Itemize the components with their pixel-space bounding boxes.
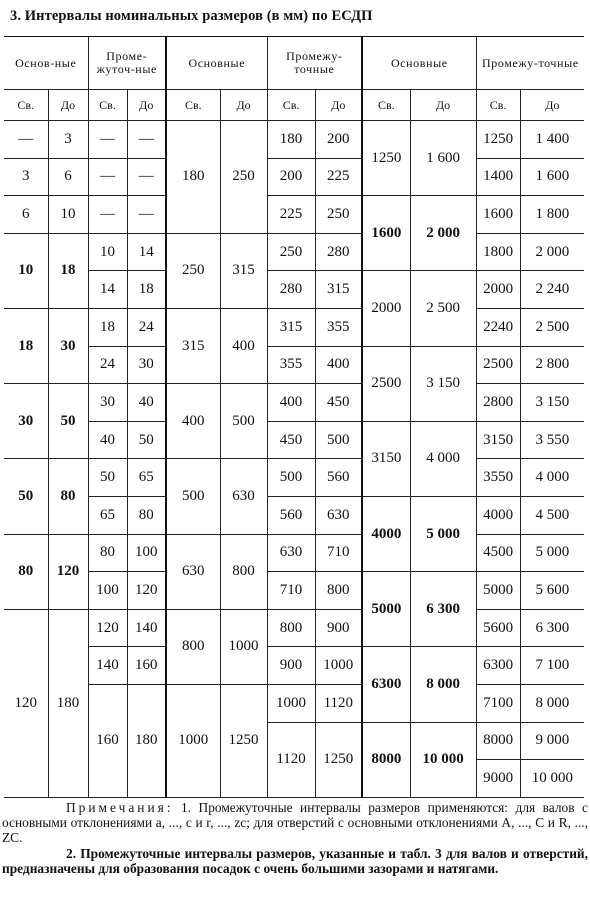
table-row (4, 233, 584, 271)
col3-inter-from: 9000 (476, 760, 520, 798)
col1-main-from: 10 (4, 233, 48, 308)
col3-inter-from: 2240 (476, 308, 520, 346)
col1-inter-from: 24 (88, 346, 127, 384)
col2-inter-from: 280 (267, 271, 315, 309)
col2-main-to: 315 (220, 233, 267, 308)
col2-main-from: 500 (166, 459, 220, 534)
col1-inter-to: 160 (127, 647, 166, 685)
col2-inter-to: 1250 (315, 722, 362, 797)
col3-inter-to: 6 300 (520, 609, 584, 647)
col2-inter-to: 225 (315, 158, 362, 196)
header-inter-2: Промежу-точные (267, 37, 362, 90)
col1-main-to: 50 (48, 384, 88, 459)
col1-inter-from: 140 (88, 647, 127, 685)
col1-inter-from: 50 (88, 459, 127, 497)
col1-inter-from: 100 (88, 572, 127, 610)
col1-inter-from: — (88, 196, 127, 234)
header-main-3: Основные (362, 37, 476, 90)
col2-inter-from: 800 (267, 609, 315, 647)
col1-inter-to: 65 (127, 459, 166, 497)
note-2: 2. Промежуточные интервалы размеров, указанные и табл. 3 для валов и отверстий, предназначены для образования посадок с очень большими зазорами и натягами. (2, 845, 588, 876)
col2-inter-from: 400 (267, 384, 315, 422)
col1-main-to: 80 (48, 459, 88, 534)
col1-inter-to: 180 (127, 684, 166, 797)
header-from: Св. (88, 90, 127, 121)
col2-main-to: 250 (220, 121, 267, 234)
col3-main-to: 8 000 (410, 647, 476, 722)
col3-inter-to: 1 600 (520, 158, 584, 196)
col2-inter-from: 710 (267, 572, 315, 610)
header-to: До (520, 90, 584, 121)
col3-inter-from: 3150 (476, 421, 520, 459)
col3-main-from: 8000 (362, 722, 410, 797)
table-row (4, 384, 584, 422)
col1-main-from: 18 (4, 308, 48, 383)
col2-inter-to: 900 (315, 609, 362, 647)
col3-inter-from: 7100 (476, 684, 520, 722)
col3-inter-from: 2000 (476, 271, 520, 309)
col2-inter-from: 900 (267, 647, 315, 685)
col2-inter-to: 560 (315, 459, 362, 497)
col3-inter-to: 4 500 (520, 496, 584, 534)
col3-main-to: 10 000 (410, 722, 476, 797)
col3-inter-to: 4 000 (520, 459, 584, 497)
col2-inter-to: 250 (315, 196, 362, 234)
col3-inter-to: 2 500 (520, 308, 584, 346)
col2-inter-to: 315 (315, 271, 362, 309)
header-from: Св. (166, 90, 220, 121)
col3-inter-to: 8 000 (520, 684, 584, 722)
col3-inter-from: 1800 (476, 233, 520, 271)
col2-inter-to: 630 (315, 496, 362, 534)
col2-inter-to: 1000 (315, 647, 362, 685)
col3-inter-to: 2 240 (520, 271, 584, 309)
table-row (4, 572, 584, 610)
col3-inter-to: 5 000 (520, 534, 584, 572)
col2-inter-to: 400 (315, 346, 362, 384)
col2-main-to: 1250 (220, 684, 267, 797)
col1-main-from: 3 (4, 158, 48, 196)
col2-inter-from: 450 (267, 421, 315, 459)
col1-inter-from: — (88, 121, 127, 159)
col1-inter-to: — (127, 158, 166, 196)
col1-main-to: 18 (48, 233, 88, 308)
col2-inter-to: 450 (315, 384, 362, 422)
col2-main-from: 400 (166, 384, 220, 459)
col3-inter-from: 5600 (476, 609, 520, 647)
col2-inter-from: 630 (267, 534, 315, 572)
col3-main-from: 6300 (362, 647, 410, 722)
col2-main-to: 500 (220, 384, 267, 459)
col2-inter-to: 800 (315, 572, 362, 610)
col3-main-from: 3150 (362, 421, 410, 496)
col1-main-to: 30 (48, 308, 88, 383)
col1-main-to: 120 (48, 534, 88, 609)
col2-inter-from: 315 (267, 308, 315, 346)
table-row (4, 158, 584, 196)
col1-inter-to: 30 (127, 346, 166, 384)
header-inter-1: Проме-жуточ-ные (88, 37, 166, 90)
table-row (4, 346, 584, 384)
col3-main-from: 4000 (362, 496, 410, 571)
col1-main-from: 6 (4, 196, 48, 234)
note-1-text: 1. Промежуточные интервалы размеров применяются: для валов с основными отклонениями a, ..., c и r, ..., zc; для отверстий с основными отклонениями A, ..., C и R, ..., ZC. (2, 800, 588, 846)
col1-inter-from: 80 (88, 534, 127, 572)
col3-inter-from: 8000 (476, 722, 520, 760)
col2-inter-from: 1000 (267, 684, 315, 722)
col2-main-from: 630 (166, 534, 220, 609)
table-row (4, 534, 584, 572)
col1-inter-from: 65 (88, 496, 127, 534)
col1-inter-to: 120 (127, 572, 166, 610)
header-to: До (127, 90, 166, 121)
col3-inter-from: 6300 (476, 647, 520, 685)
col3-inter-from: 3550 (476, 459, 520, 497)
col2-main-from: 250 (166, 233, 220, 308)
col3-inter-from: 5000 (476, 572, 520, 610)
header-to: До (315, 90, 362, 121)
header-inter-3: Промежу-точные (476, 37, 584, 90)
col2-main-to: 1000 (220, 609, 267, 684)
col3-main-from: 1600 (362, 196, 410, 271)
col3-inter-to: 1 800 (520, 196, 584, 234)
col2-main-from: 800 (166, 609, 220, 684)
table-row (4, 308, 584, 346)
col3-main-to: 1 600 (410, 121, 476, 196)
header-from: Св. (476, 90, 520, 121)
col3-main-to: 2 000 (410, 196, 476, 271)
col1-main-from: 120 (4, 609, 48, 797)
col1-main-to: 10 (48, 196, 88, 234)
col2-inter-from: 180 (267, 121, 315, 159)
col1-main-to: 3 (48, 121, 88, 159)
notes (2, 800, 588, 876)
col1-inter-to: 24 (127, 308, 166, 346)
col3-inter-from: 1250 (476, 121, 520, 159)
col3-main-to: 5 000 (410, 496, 476, 571)
col2-inter-to: 280 (315, 233, 362, 271)
col1-inter-from: 40 (88, 421, 127, 459)
col1-inter-from: 18 (88, 308, 127, 346)
col3-inter-from: 1600 (476, 196, 520, 234)
col3-main-from: 2500 (362, 346, 410, 421)
col1-inter-to: 14 (127, 233, 166, 271)
col2-inter-from: 225 (267, 196, 315, 234)
col1-main-from: 80 (4, 534, 48, 609)
col1-main-from: 50 (4, 459, 48, 534)
col2-inter-to: 1120 (315, 684, 362, 722)
note-1 (2, 800, 588, 846)
col1-inter-from: 160 (88, 684, 127, 797)
notes-label: Примечания: (66, 800, 174, 815)
col3-inter-to: 2 000 (520, 233, 584, 271)
col3-inter-to: 2 800 (520, 346, 584, 384)
col1-main-from: 30 (4, 384, 48, 459)
table-row (4, 121, 584, 159)
table-row (4, 271, 584, 309)
col2-inter-from: 355 (267, 346, 315, 384)
header-from: Св. (4, 90, 48, 121)
col2-inter-to: 200 (315, 121, 362, 159)
col1-inter-to: 80 (127, 496, 166, 534)
header-main-2: Основные (166, 37, 267, 90)
size-intervals-table (4, 36, 584, 798)
col2-inter-to: 710 (315, 534, 362, 572)
table-row (4, 459, 584, 497)
col3-inter-to: 5 600 (520, 572, 584, 610)
col1-inter-to: 100 (127, 534, 166, 572)
header-to: До (220, 90, 267, 121)
col3-inter-to: 1 400 (520, 121, 584, 159)
col1-inter-to: — (127, 196, 166, 234)
col3-main-to: 6 300 (410, 572, 476, 647)
header-to: До (48, 90, 88, 121)
col3-inter-from: 2800 (476, 384, 520, 422)
col3-inter-from: 2500 (476, 346, 520, 384)
table-row (4, 196, 584, 234)
col1-inter-from: 30 (88, 384, 127, 422)
table-row (4, 684, 584, 722)
table-row (4, 647, 584, 685)
col3-inter-to: 9 000 (520, 722, 584, 760)
header-from: Св. (267, 90, 315, 121)
col1-inter-to: 140 (127, 609, 166, 647)
header-to: До (410, 90, 476, 121)
col1-inter-from: 120 (88, 609, 127, 647)
col2-main-from: 180 (166, 121, 220, 234)
table-row (4, 496, 584, 534)
col1-inter-to: 40 (127, 384, 166, 422)
col3-main-to: 3 150 (410, 346, 476, 421)
col3-inter-to: 7 100 (520, 647, 584, 685)
col3-main-from: 5000 (362, 572, 410, 647)
col1-inter-from: 14 (88, 271, 127, 309)
col2-inter-from: 200 (267, 158, 315, 196)
col2-main-to: 400 (220, 308, 267, 383)
col1-main-to: 6 (48, 158, 88, 196)
table-row (4, 421, 584, 459)
col2-main-to: 800 (220, 534, 267, 609)
col1-inter-from: 10 (88, 233, 127, 271)
col2-inter-from: 500 (267, 459, 315, 497)
col3-main-from: 2000 (362, 271, 410, 346)
col3-main-to: 2 500 (410, 271, 476, 346)
col3-inter-from: 1400 (476, 158, 520, 196)
table-title: 3. Интервалы номинальных размеров (в мм) по ЕСДП (10, 8, 373, 24)
col3-main-from: 1250 (362, 121, 410, 196)
col1-inter-to: 50 (127, 421, 166, 459)
col3-inter-to: 10 000 (520, 760, 584, 798)
col1-inter-from: — (88, 158, 127, 196)
col3-inter-from: 4000 (476, 496, 520, 534)
col2-main-from: 315 (166, 308, 220, 383)
col1-inter-to: — (127, 121, 166, 159)
col1-inter-to: 18 (127, 271, 166, 309)
col3-inter-to: 3 550 (520, 421, 584, 459)
col1-main-to: 180 (48, 609, 88, 797)
table-row (4, 609, 584, 647)
col3-inter-to: 3 150 (520, 384, 584, 422)
col2-main-from: 1000 (166, 684, 220, 797)
header-from: Св. (362, 90, 410, 121)
col3-main-to: 4 000 (410, 421, 476, 496)
col1-main-from: — (4, 121, 48, 159)
col2-inter-from: 560 (267, 496, 315, 534)
col2-inter-from: 250 (267, 233, 315, 271)
header-main-1: Основ-ные (4, 37, 88, 90)
col2-main-to: 630 (220, 459, 267, 534)
col2-inter-to: 500 (315, 421, 362, 459)
col3-inter-from: 4500 (476, 534, 520, 572)
col2-inter-from: 1120 (267, 722, 315, 797)
col2-inter-to: 355 (315, 308, 362, 346)
